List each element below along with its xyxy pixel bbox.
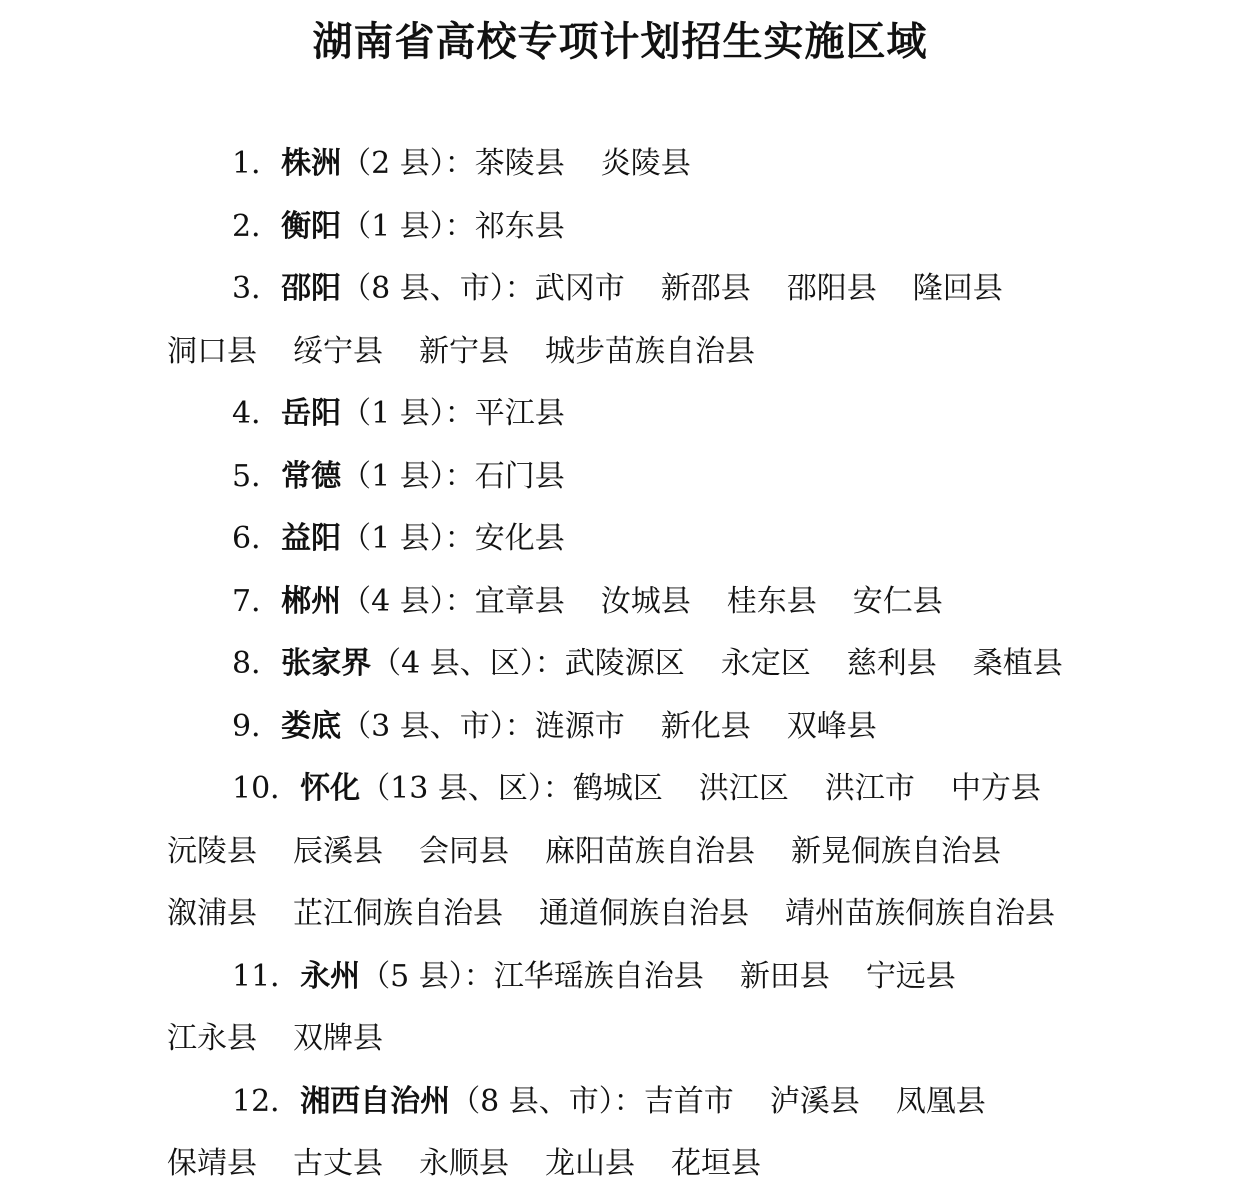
region-entry-continuation xyxy=(0,321,1240,384)
page-title: 湖南省高校专项计划招生实施区域 xyxy=(312,19,928,65)
entry-number: 9． xyxy=(232,708,282,744)
city-name: 郴州 xyxy=(281,583,342,619)
county-name: 邵阳县 xyxy=(786,271,877,306)
county-name: 绥宁县 xyxy=(293,333,383,369)
entry-number: 12． xyxy=(232,1083,301,1119)
entry-number: 10． xyxy=(232,771,301,806)
county-name: 洪江区 xyxy=(698,771,789,806)
county-name: 双峰县 xyxy=(786,708,877,744)
county-name: 桂东县 xyxy=(726,583,817,619)
county-name: 永顺县 xyxy=(419,1146,509,1181)
entry-number: 1． xyxy=(232,146,282,181)
entry-number: 2． xyxy=(232,208,282,244)
city-name: 常德 xyxy=(281,458,342,494)
region-entry xyxy=(0,196,1240,259)
county-name: 武冈市 xyxy=(534,271,625,306)
region-entry-continuation xyxy=(0,1133,1240,1196)
county-name: 涟源市 xyxy=(534,708,625,744)
county-name: 沅陵县 xyxy=(167,833,257,869)
county-name: 安化县 xyxy=(474,521,565,556)
county-name: 祁东县 xyxy=(474,208,565,244)
region-entry xyxy=(0,508,1240,571)
city-name: 张家界 xyxy=(281,646,372,681)
region-entry xyxy=(0,758,1240,821)
city-name: 益阳 xyxy=(281,521,342,556)
county-name: 汝城县 xyxy=(600,583,691,619)
city-name: 怀化 xyxy=(300,771,361,806)
entry-number: 3． xyxy=(232,271,282,306)
region-entry xyxy=(0,258,1240,321)
region-entry xyxy=(0,383,1240,446)
entry-number: 6． xyxy=(232,521,282,556)
city-name: 株洲 xyxy=(281,146,342,181)
region-entry xyxy=(0,133,1240,196)
county-name: 新晃侗族自治县 xyxy=(791,833,1001,869)
entry-number: 8． xyxy=(232,646,282,681)
county-count: （2 县）： xyxy=(341,146,475,181)
county-name: 石门县 xyxy=(474,458,565,494)
county-name: 麻阳苗族自治县 xyxy=(545,833,755,869)
county-name: 江华瑶族自治县 xyxy=(493,958,704,994)
region-entry xyxy=(0,633,1240,696)
city-name: 娄底 xyxy=(281,708,342,744)
county-name: 宜章县 xyxy=(474,583,565,619)
county-name: 宁远县 xyxy=(865,958,956,994)
city-name: 岳阳 xyxy=(281,396,342,431)
region-list xyxy=(0,133,1240,1196)
county-name: 会同县 xyxy=(419,833,509,869)
county-name: 中方县 xyxy=(950,771,1041,806)
county-name: 古丈县 xyxy=(293,1146,383,1181)
county-name: 新宁县 xyxy=(419,333,509,369)
county-name: 洞口县 xyxy=(167,333,257,369)
county-count: （1 县）： xyxy=(341,208,475,244)
county-count: （4 县）： xyxy=(341,583,475,619)
county-name: 洪江市 xyxy=(824,771,915,806)
city-name: 衡阳 xyxy=(281,208,342,244)
county-name: 江永县 xyxy=(167,1021,257,1056)
county-name: 武陵源区 xyxy=(564,646,685,681)
county-name: 靖州苗族侗族自治县 xyxy=(785,896,1055,931)
county-name: 平江县 xyxy=(474,396,565,431)
region-entry xyxy=(0,696,1240,759)
city-name: 湘西自治州 xyxy=(300,1083,451,1119)
entry-number: 5． xyxy=(232,458,282,494)
county-count: （8 县、市）： xyxy=(450,1083,644,1119)
county-count: （3 县、市）： xyxy=(341,708,535,744)
region-entry xyxy=(0,1071,1240,1134)
entry-number: 11． xyxy=(232,958,301,994)
county-name: 通道侗族自治县 xyxy=(539,896,749,931)
county-name: 鹤城区 xyxy=(572,771,663,806)
city-name: 永州 xyxy=(300,958,361,994)
county-name: 城步苗族自治县 xyxy=(545,333,755,369)
county-name: 慈利县 xyxy=(846,646,937,681)
county-name: 吉首市 xyxy=(643,1083,734,1119)
county-name: 双牌县 xyxy=(293,1021,383,1056)
region-entry-continuation xyxy=(0,883,1240,946)
county-count: （8 县、市）： xyxy=(341,271,535,306)
county-name: 泸溪县 xyxy=(769,1083,860,1119)
county-count: （1 县）： xyxy=(341,521,475,556)
county-name: 炎陵县 xyxy=(600,146,691,181)
county-name: 新化县 xyxy=(660,708,751,744)
county-name: 桑植县 xyxy=(972,646,1063,681)
region-entry xyxy=(0,446,1240,509)
county-name: 隆回县 xyxy=(912,271,1003,306)
county-name: 花垣县 xyxy=(671,1146,761,1181)
city-name: 邵阳 xyxy=(281,271,342,306)
county-name: 安仁县 xyxy=(852,583,943,619)
county-name: 永定区 xyxy=(720,646,811,681)
county-name: 凤凰县 xyxy=(895,1083,986,1119)
region-entry xyxy=(0,571,1240,634)
county-name: 龙山县 xyxy=(545,1146,635,1181)
county-count: （5 县）： xyxy=(360,958,494,994)
county-name: 保靖县 xyxy=(167,1146,257,1181)
county-count: （1 县）： xyxy=(341,458,475,494)
county-name: 新邵县 xyxy=(660,271,751,306)
county-name: 芷江侗族自治县 xyxy=(293,896,503,931)
county-count: （4 县、区）： xyxy=(371,646,565,681)
county-name: 溆浦县 xyxy=(167,896,257,931)
entry-number: 4． xyxy=(232,396,282,431)
region-entry-continuation xyxy=(0,821,1240,884)
region-entry xyxy=(0,946,1240,1009)
region-entry-continuation xyxy=(0,1008,1240,1071)
county-count: （1 县）： xyxy=(341,396,475,431)
county-name: 新田县 xyxy=(739,958,830,994)
county-count: （13 县、区）： xyxy=(360,771,573,806)
county-name: 辰溪县 xyxy=(293,833,383,869)
county-name: 茶陵县 xyxy=(474,146,565,181)
entry-number: 7． xyxy=(232,583,282,619)
